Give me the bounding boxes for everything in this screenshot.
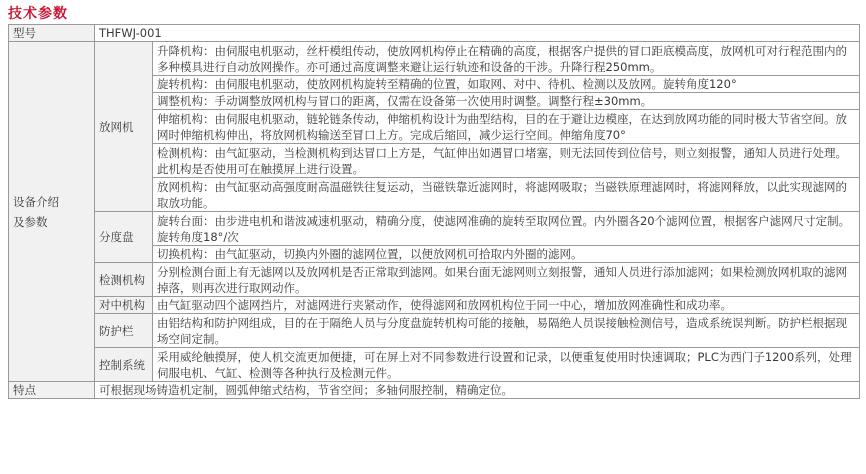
spec-text-telescopic: 伸缩机构：由伺服电机驱动，链轮链条传动，伸缩机构设计为曲型结构，目的在于避让边模座，在达到放网功能的同时极大节省空间。放网时伸缩机构伸出，将放网机构输送至冒口上方。完成后缩回，减少运行空间。伸缩角度70° xyxy=(153,110,860,144)
table-row xyxy=(9,348,860,382)
group-duizhong-label: 对中机构 xyxy=(95,297,153,314)
model-value: THFWJ-001 xyxy=(95,25,860,42)
feature-label: 特点 xyxy=(9,382,95,399)
intro-label: 设备介绍 及参数 xyxy=(9,42,95,382)
spec-text-fanghu: 由铝结构和防护网组成，目的在于隔绝人员与分度盘旋转机构可能的接触，易隔绝人员误接触检测信号，造成系统误判断。防护栏根据现场空间定制。 xyxy=(153,314,860,348)
spec-text-release: 放网机构：由气缸驱动高强度耐高温磁铁往复运动，当磁铁靠近滤网时，将滤网吸取；当磁铁原理滤网时，将滤网释放，以此实现滤网的取放功能。 xyxy=(153,178,860,212)
feature-value: 可根据现场铸造机定制，圆弧伸缩式结构，节省空间；多轴伺服控制，精确定位。 xyxy=(95,382,860,399)
spec-text-lift: 升降机构：由伺服电机驱动，丝杆模组传动，使放网机构停止在精确的高度，根据客户提供的冒口距底模高度，放网机可对行程范围内的多种模具进行自动放网操作。亦可通过高度调整来避让运行轨迹和设备的干涉。升降行程250mm。 xyxy=(153,42,860,76)
spec-text-turntable: 旋转台面：由步进电机和谐波减速机驱动，精确分度，使滤网准确的旋转至取网位置。内外圈各20个滤网位置，根据客户滤网尺寸定制。旋转角度18°/次 xyxy=(153,212,860,246)
group-jiance-label: 检测机构 xyxy=(95,263,153,297)
group-fendupan-label: 分度盘 xyxy=(95,212,153,263)
model-row xyxy=(9,25,860,42)
spec-text-rotate: 旋转机构：由伺服电机驱动，使放网机构旋转至精确的位置，如取网、对中、待机、检测以及放网。旋转角度120° xyxy=(153,76,860,93)
table-row xyxy=(9,42,860,76)
spec-text-jiance: 分别检测台面上有无滤网以及放网机是否正常取到滤网。如果台面无滤网则立刻报警，通知人员进行添加滤网；如果检测放网机取的滤网掉落，则再次进行取网动作。 xyxy=(153,263,860,297)
table-row xyxy=(9,297,860,314)
table-row xyxy=(9,212,860,246)
group-fanghu-label: 防护栏 xyxy=(95,314,153,348)
page-title: 技术参数 xyxy=(8,6,68,22)
spec-table xyxy=(8,24,860,399)
group-kongzhi-label: 控制系统 xyxy=(95,348,153,382)
spec-text-duizhong: 由气缸驱动四个滤网挡片，对滤网进行夹紧动作，使得滤网和放网机构位于同一中心，增加放网准确性和成功率。 xyxy=(153,297,860,314)
feature-row xyxy=(9,382,860,399)
spec-text-detect: 检测机构：由气缸驱动，当检测机构到达冒口上方是，气缸伸出如遇冒口堵塞，则无法回传到位信号，则立刻报警，通知人员进行处理。此机构是否使用可在触摸屏上进行设置。 xyxy=(153,144,860,178)
spec-text-adjust: 调整机构：手动调整放网机构与冒口的距离，仅需在设备第一次使用时调整。调整行程±30mm。 xyxy=(153,93,860,110)
group-fangwangji-label: 放网机 xyxy=(95,42,153,212)
spec-text-kongzhi: 采用威纶触摸屏，使人机交流更加便捷，可在屏上对不同参数进行设置和记录，以便重复使用时快速调取；PLC为西门子1200系列，处理伺服电机、气缸、检测等各种执行及检测元件。 xyxy=(153,348,860,382)
spec-text-switch: 切换机构：由气缸驱动，切换内外圈的滤网位置，以便放网机可拾取内外圈的滤网。 xyxy=(153,246,860,263)
table-row xyxy=(9,263,860,297)
table-row xyxy=(9,314,860,348)
model-label: 型号 xyxy=(9,25,95,42)
